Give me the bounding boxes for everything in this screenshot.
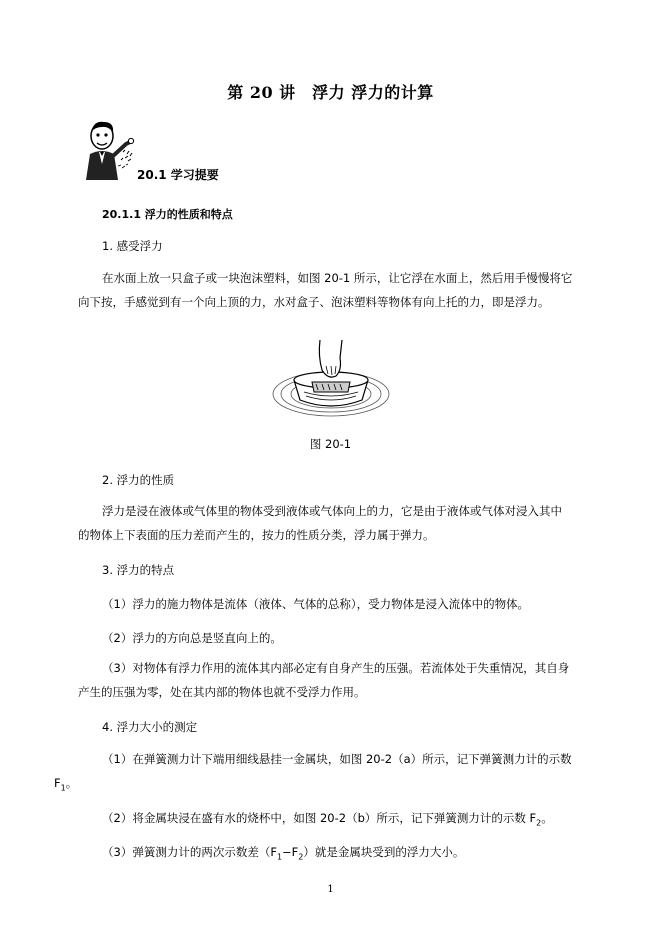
item-4-point-2-text: （2）将金属块浸在盛有水的烧杯中，如图 20-2（b）所示，记下弹簧测力计的示数 F: [102, 811, 537, 825]
f1-symbol: F: [54, 776, 61, 790]
page-number: 1: [327, 884, 334, 895]
item-2-heading: 2. 浮力的性质: [102, 473, 175, 487]
item-3-point-1: （1）浮力的施力物体是流体（液体、气体的总称），受力物体是浸入流体中的物体。: [102, 597, 530, 611]
item-4-heading: 4. 浮力大小的测定: [102, 720, 198, 734]
figure-caption: 图 20-1: [309, 437, 352, 451]
item-4-point-3-mid: −F: [282, 845, 299, 859]
item-4-point-2: [102, 810, 553, 827]
f2-subscript: 2: [536, 818, 542, 828]
item-4-point-1-text: （1）在弹簧测力计下端用细线悬挂一金属块，如图 20-2（a）所示，记下弹簧测力计的示数: [102, 752, 572, 766]
page-title: 第 20 讲 浮力 浮力的计算: [227, 83, 434, 102]
item-3-point-2: （2）浮力的方向总是竖直向上的。: [102, 631, 282, 645]
item-4-point-2-end: 。: [541, 811, 553, 825]
item-4-point-1-end: 。: [65, 776, 78, 790]
item-3-heading: 3. 浮力的特点: [102, 563, 175, 577]
f2-subscript-diff: 2: [298, 852, 304, 862]
subsection-heading: 20.1.1 浮力的性质和特点: [102, 208, 233, 221]
teacher-mascot-icon: [78, 118, 140, 184]
item-3-point-3: （3）对物体有浮力作用的流体其内部必定有自身产生的压强。若流体处于失重情况，其自身产生的压强为零，处在其内部的物体也就不受浮力作用。: [78, 661, 570, 699]
item-4-point-3: [102, 844, 464, 861]
item-4-point-3-post: ）就是金属块受到的浮力大小。: [303, 845, 465, 859]
paragraph-2: 浮力是浸在液体或气体里的物体受到液体或气体向上的力，它是由于液体或气体对浸入其中的物体上下表面的压力差而产生的，按力的性质分类，浮力属于弹力。: [78, 504, 562, 542]
figure-20-1-basin-illustration: [270, 336, 392, 424]
f1-subscript-diff: 1: [276, 852, 283, 862]
f1-subscript: 1: [60, 783, 66, 793]
section-heading: 20.1 学习提要: [137, 168, 219, 182]
paragraph-1: 在水面上放一只盒子或一块泡沫塑料，如图 20-1 所示，让它浮在水面上，然后用手慢慢将它向下按，手感觉到有一个向上顶的力，水对盒子、泡沫塑料等物体有向上托的力，即是浮力。: [78, 271, 573, 309]
item-1-heading: 1. 感受浮力: [102, 239, 163, 253]
item-4-point-1: [54, 747, 573, 800]
item-4-point-3-pre: （3）弹簧测力计的两次示数差（F: [102, 845, 277, 859]
